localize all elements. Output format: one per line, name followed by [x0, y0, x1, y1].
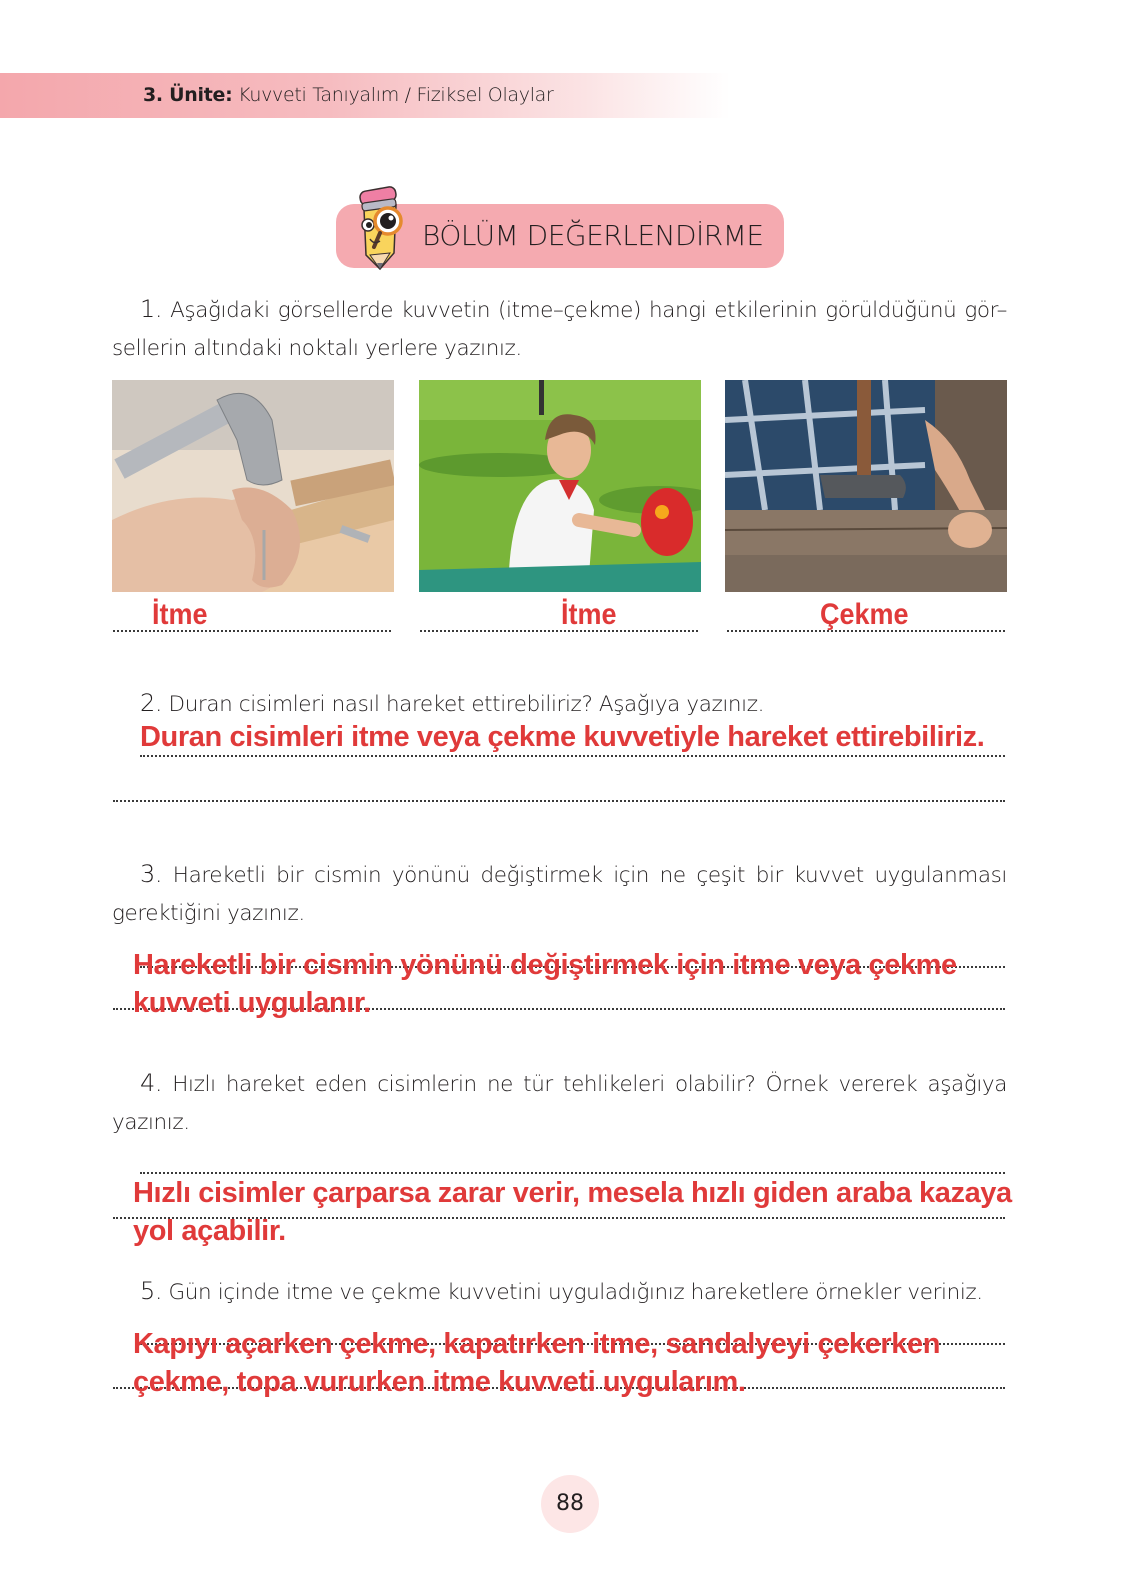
hammer-pulling-nail-photo [725, 380, 1007, 592]
page-number: 88 [556, 1491, 584, 1516]
answer-image-2: İtme [561, 598, 617, 631]
question-3-text: Hareketli bir cismin yönünü değiştirmek için ne çeşit bir kuvvet uygulanması gerektiğini yazınız. [112, 863, 1008, 926]
table-tennis-boy-photo [419, 380, 701, 592]
answer-3-line-2: kuvveti uygulanır. [133, 987, 371, 1019]
answer-5-line-2: çekme, topa vururken itme kuvveti uygularım. [133, 1366, 746, 1398]
unit-header [143, 84, 554, 106]
answer-4-line-1: Hızlı cisimler çarparsa zarar verir, mesela hızlı giden araba kazaya [133, 1177, 1012, 1209]
question-4-text: Hızlı hareket eden cisimlerin ne tür tehlikeleri olabilir? Örnek vererek aşağıya yazınız. [112, 1072, 1007, 1135]
answer-line-2[interactable] [420, 630, 698, 632]
question-3-number: 3. [140, 860, 163, 888]
answer-line-2a[interactable] [140, 755, 1005, 757]
question-2-text: Duran cisimleri nasıl hareket ettirebiliriz? Aşağıya yazınız. [168, 692, 765, 717]
answer-2: Duran cisimleri itme veya çekme kuvvetiyle hareket ettirebiliriz. [140, 721, 985, 753]
question-5-text: Gün içinde itme ve çekme kuvvetini uyguladığınız hareketlere örnekler veriniz. [168, 1280, 983, 1305]
answer-5-line-1: Kapıyı açarken çekme, kapatırken itme, sandalyeyi çekerken [133, 1328, 941, 1360]
answer-image-1: İtme [152, 598, 208, 631]
pencil-magnifier-mascot-icon [350, 183, 410, 271]
question-1 [112, 290, 1007, 368]
question-4-number: 4. [140, 1069, 163, 1097]
answer-line-2b[interactable] [113, 800, 1005, 802]
section-title: BÖLÜM DEĞERLENDİRME [422, 219, 764, 252]
hammer-nail-photo [112, 380, 394, 592]
answer-image-3: Çekme [820, 598, 909, 631]
question-3 [112, 855, 1007, 933]
answer-3-line-1: Hareketli bir cismin yönünü değiştirmek için itme veya çekme [133, 949, 957, 981]
question-2-number: 2. [140, 689, 163, 717]
question-5-number: 5. [140, 1277, 163, 1305]
question-1-text: Aşağıdaki görsellerde kuvvetin (itme–çekme) hangi etkilerinin görüldüğünü gör–sellerin altındaki noktalı yerlere yazınız. [112, 298, 1007, 361]
question-5 [140, 1272, 1010, 1312]
answer-4-line-2: yol açabilir. [133, 1215, 286, 1247]
question-4 [112, 1064, 1007, 1142]
question-1-number: 1. [140, 295, 163, 323]
unit-title: Kuvveti Tanıyalım / Fiziksel Olaylar [238, 84, 554, 106]
unit-label: 3. Ünite: [143, 84, 233, 106]
